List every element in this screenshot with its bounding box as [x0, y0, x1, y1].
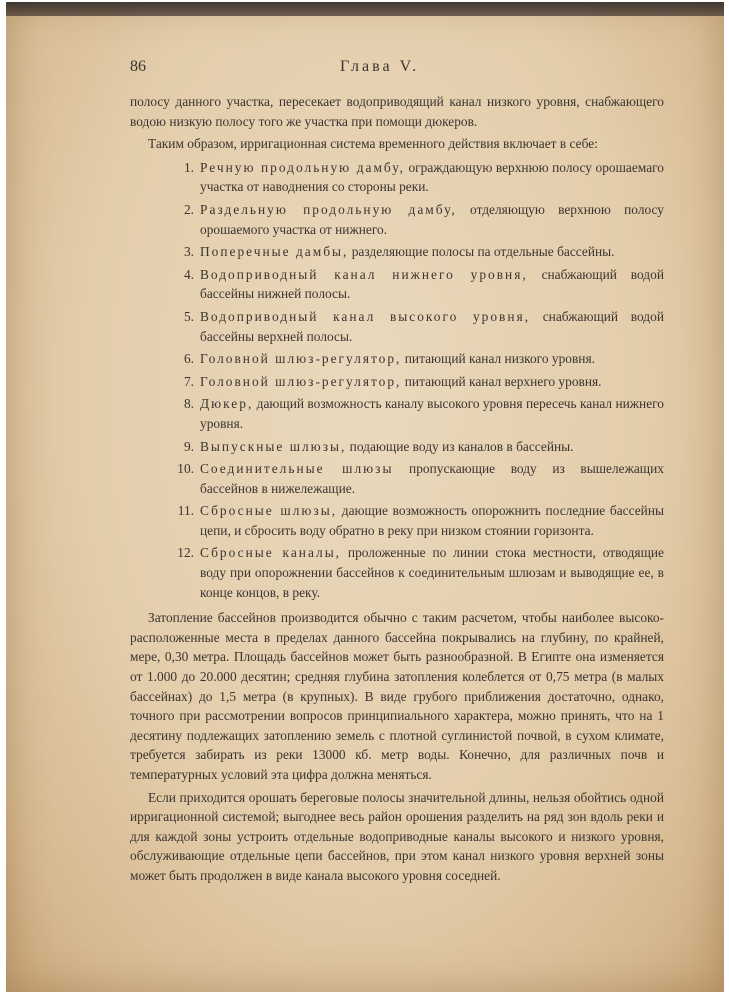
- page-number: 86: [130, 58, 146, 75]
- list-item: [130, 200, 664, 239]
- item-text: питающий канал верхнего уровня.: [401, 373, 602, 389]
- item-text: пропускающие воду из вышележащих бассейнов в нижележащие.: [200, 461, 664, 496]
- list-item: [130, 158, 664, 197]
- list-item: [130, 459, 664, 498]
- item-number: 3.: [183, 244, 194, 260]
- item-number: 4.: [183, 266, 194, 282]
- item-number: 5.: [183, 308, 194, 324]
- paragraph: Таким образом, ирригационная система временного действия включает в себе:: [148, 136, 598, 152]
- item-text: снабжающий водой бассейны верхней полосы.: [200, 308, 664, 344]
- item-number: 6.: [183, 351, 194, 367]
- numbered-list: [130, 158, 664, 602]
- paragraph: полосу данного участка, пересекает водоприводящий канал низкого уровня, снабжающего водою низкую полосу того же участка при помощи дюкеров.: [130, 94, 664, 129]
- body-text: [130, 92, 664, 889]
- item-number: 12.: [177, 545, 194, 561]
- item-number: 2.: [183, 201, 194, 217]
- list-item: [130, 543, 664, 602]
- item-term: Поперечные дамбы,: [200, 244, 349, 260]
- item-number: 11.: [177, 503, 194, 519]
- list-item: [130, 437, 664, 457]
- item-text: питающий канал низкого уровня.: [401, 351, 595, 367]
- running-head: Глава V.: [340, 58, 420, 75]
- item-term: Выпускные шлюзы,: [200, 438, 347, 454]
- item-term: Водоприводный канал высокого уровня,: [200, 308, 531, 324]
- item-text: дающие возможность опорожнить последние бассейны цепи, и сбросить воду обратно в реку при низком стоянии горизонта.: [200, 503, 664, 538]
- item-term: Раздельную продольную дамбу,: [200, 201, 457, 217]
- item-term: Соединительные шлюзы: [200, 461, 394, 477]
- item-number: 9.: [183, 438, 194, 454]
- page-header: [130, 58, 664, 80]
- item-term: Головной шлюз-регулятор,: [200, 373, 402, 389]
- item-term: Сбросные шлюзы,: [200, 503, 338, 519]
- list-item: [130, 394, 664, 433]
- item-term: Дюкер,: [200, 396, 254, 412]
- list-item: [130, 265, 664, 304]
- item-text: ограждающую верхнюю полосу орошаемаго участка от наводнения со стороны реки.: [200, 159, 664, 195]
- item-text: подающие воду из каналов в бассейны.: [346, 438, 574, 454]
- list-item: [130, 349, 664, 369]
- item-text: снабжающий водой бассейны нижней полосы.: [200, 266, 664, 302]
- item-term: Водоприводный канал нижнего уровня,: [200, 266, 528, 282]
- book-page: [6, 2, 724, 992]
- item-text: дающий возможность каналу высокого уровня пересечь канал нижнего уровня.: [200, 396, 664, 431]
- list-item: [130, 242, 664, 262]
- list-item: [130, 372, 664, 392]
- item-text: отделяющую верхнюю полосу орошаемого участка от нижнего.: [200, 201, 664, 237]
- list-item: [130, 307, 664, 346]
- item-number: 7.: [183, 373, 194, 389]
- item-number: 1.: [183, 159, 194, 175]
- item-text: разделяющие полосы па отдельные бассейны.: [348, 244, 615, 260]
- list-item: [130, 501, 664, 540]
- item-term: Речную продольную дамбу,: [200, 159, 405, 175]
- item-term: Сбросные каналы,: [200, 545, 342, 561]
- paragraph: Если приходится орошать береговые полосы значительной длины, нельзя обойтись одной ирригационной системой; выгоднее весь район орошения разделить на ряд зон вдоль реки и для каждой зоны устроить отдельные водоприводные каналы высокого и низкого уровня, обслуживающие отдельные цепи бассейнов, при этом канал низкого уровня верхней зоны может быть продолжен в виде канала высокого уровня соседней.: [130, 789, 664, 883]
- item-text: проложенные по линии стока местности, отводящие воду при опорожнении бассейнов к соединительным шлюзам и выводящие ее, в конце концов, в реку.: [200, 545, 664, 600]
- paragraph: Затопление бассейнов производится обычно с таким расчетом, чтобы наиболее высоко-расположенные места в пределах данного бассейна покрывались на глубину, по крайней, мере, 0,30 метра. Площадь бассейнов может быть разнообразной. В Египте она изменяется от 1.000 до 20.000 десятин; средняя глубина затопления колеблется от 0,75 метра (в малых бассейнах) до 1,5 метра (в крупных). В виде грубого приближения достаточно, однако, точного при рассмотрении вопросов принципиального характера, можно принять, что на 1 десятину подлежащих затоплению земель с плотной суглинистой почвой, в сухом климате, требуется забирать из реки 13000 кб. метр воды. Конечно, для различных почв и температурных условий эта цифра должна меняться.: [130, 610, 664, 782]
- item-term: Головной шлюз-регулятор,: [200, 351, 402, 367]
- item-number: 10.: [177, 461, 194, 477]
- item-number: 8.: [183, 396, 194, 412]
